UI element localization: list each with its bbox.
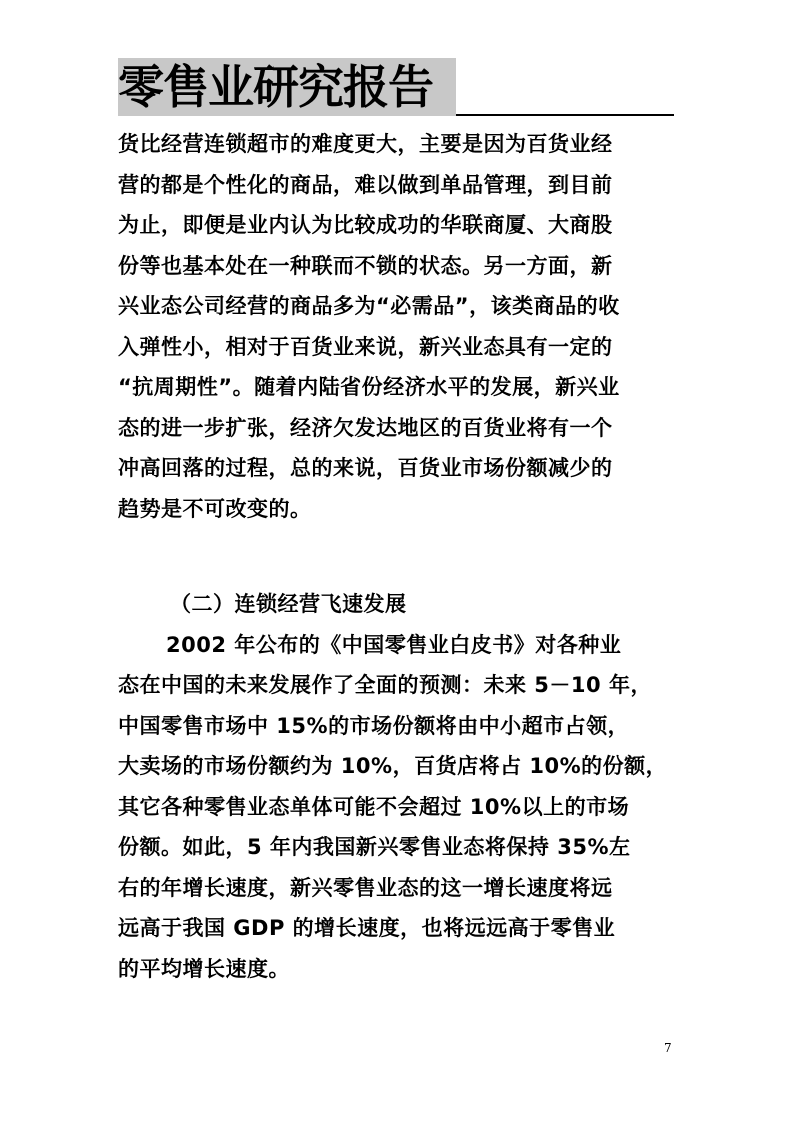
text-line: 份额。如此，5 年内我国新兴零售业态将保持 35%左 [118, 835, 631, 859]
text-line: 其它各种零售业态单体可能不会超过 10%以上的市场 [118, 794, 630, 819]
header-rule [456, 114, 674, 116]
text-line: 态在中国的未来发展作了全面的预测：未来 5－10 年， [118, 673, 652, 697]
text-line: 右的年增长速度，新兴零售业态的这一增长速度将远 [118, 875, 613, 900]
body-text [118, 124, 674, 989]
text-line: 冲高回落的过程，总的来说，百货业市场份额减少的 [118, 456, 613, 480]
text-line: 大卖场的市场份额约为 10%，百货店将占 10%的份额， [118, 754, 668, 778]
text-line: 兴业态公司经营的商品多为“必需品”，该类商品的收 [118, 294, 620, 318]
section-heading: （二）连锁经营飞速发展 [170, 592, 407, 616]
text-line: 货比经营连锁超市的难度更大，主要是因为百货业经 [118, 132, 613, 156]
text-line: 2002 年公布的《中国零售业白皮书》对各种业 [166, 632, 622, 657]
paragraph-spacer [118, 529, 674, 584]
text-line: “抗周期性”。随着内陆省份经济水平的发展，新兴业 [118, 375, 620, 399]
text-line: 远高于我国 GDP 的增长速度，也将远远高于零售业 [118, 916, 616, 940]
text-line: 的平均增长速度。 [118, 956, 290, 981]
text-line: 入弹性小，相对于百货业来说，新兴业态具有一定的 [118, 334, 613, 359]
text-line: 趋势是不可改变的。 [118, 496, 312, 521]
text-line: 营的都是个性化的商品，难以做到单品管理，到目前 [118, 172, 613, 197]
text-line: 态的进一步扩张，经济欠发达地区的百货业将有一个 [118, 415, 613, 440]
report-title: 零售业研究报告 [118, 58, 456, 116]
text-line: 中国零售市场中 15%的市场份额将由中小超市占领， [118, 713, 630, 738]
text-line: 份等也基本处在一种联而不锁的状态。另一方面，新 [118, 253, 613, 278]
page-header [118, 58, 674, 118]
text-line: 为止，即便是业内认为比较成功的华联商厦、大商股 [118, 213, 613, 237]
page-number: 7 [664, 1041, 672, 1055]
paragraph-main [118, 625, 674, 990]
paragraph-continued [118, 124, 674, 529]
